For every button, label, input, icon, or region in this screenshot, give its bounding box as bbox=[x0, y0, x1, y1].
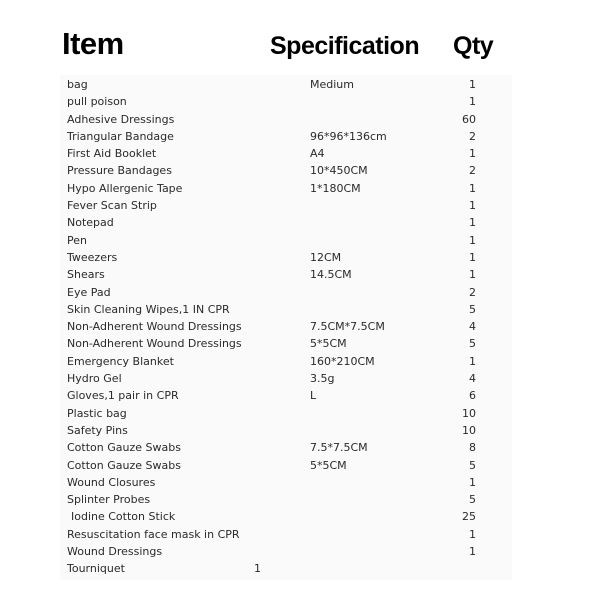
qty-cell: 1 bbox=[469, 545, 476, 559]
item-name-cell: bag bbox=[67, 78, 88, 91]
table-row bbox=[0, 353, 600, 370]
specification-cell: 12CM bbox=[310, 250, 342, 264]
specification-cell: A4 bbox=[310, 147, 325, 161]
specification-cell: L bbox=[310, 389, 317, 403]
qty-cell: 10 bbox=[462, 423, 476, 437]
specification-column-header: Specification bbox=[270, 32, 420, 60]
qty-cell: 8 bbox=[469, 441, 476, 455]
item-name-cell: Tweezers bbox=[67, 250, 118, 264]
qty-cell: 4 bbox=[469, 320, 476, 334]
item-column-header: Item bbox=[62, 26, 124, 61]
item-name-cell: Non-Adherent Wound Dressings bbox=[67, 337, 242, 351]
qty-cell: 2 bbox=[469, 285, 476, 299]
item-name-cell: First Aid Booklet bbox=[67, 147, 157, 161]
qty-cell: 1 bbox=[469, 95, 476, 109]
item-name-cell: Cotton Gauze Swabs bbox=[67, 441, 181, 455]
table-row bbox=[0, 370, 600, 387]
item-name-cell: Pressure Bandages bbox=[67, 164, 172, 178]
qty-cell: 1 bbox=[469, 147, 476, 161]
qty-cell: 1 bbox=[469, 181, 476, 195]
table-row bbox=[0, 457, 600, 474]
qty-cell: 1 bbox=[469, 475, 476, 489]
specification-cell: 5*5CM bbox=[310, 458, 347, 472]
item-name-cell: Shears bbox=[67, 268, 105, 282]
table-row bbox=[0, 284, 600, 301]
item-name-cell: Tourniquet bbox=[67, 562, 125, 576]
table-row bbox=[0, 180, 600, 197]
qty-cell: 1 bbox=[469, 233, 476, 247]
qty-cell: 1 bbox=[469, 216, 476, 230]
qty-cell: 4 bbox=[469, 372, 476, 386]
table-row bbox=[0, 162, 600, 179]
table-row bbox=[0, 405, 600, 422]
qty-cell: 1 bbox=[469, 250, 476, 264]
qty-cell: 1 bbox=[469, 199, 476, 213]
table-row bbox=[0, 422, 600, 439]
qty-cell: 5 bbox=[469, 493, 476, 507]
item-name-cell: Cotton Gauze Swabs bbox=[67, 458, 181, 472]
qty-cell: 6 bbox=[469, 389, 476, 403]
qty-cell: 10 bbox=[462, 406, 476, 420]
table-row bbox=[0, 214, 600, 231]
table-row bbox=[0, 266, 600, 283]
specification-cell: 5*5CM bbox=[310, 337, 347, 351]
specification-cell: 160*210CM bbox=[310, 354, 375, 368]
item-name-cell: Eye Pad bbox=[67, 285, 111, 299]
specification-cell: 10*450CM bbox=[310, 164, 368, 178]
table-row bbox=[0, 335, 600, 352]
item-name-cell: Wound Closures bbox=[67, 475, 156, 489]
qty-cell: 1 bbox=[254, 562, 261, 576]
qty-cell: 1 bbox=[469, 354, 476, 368]
qty-cell: 2 bbox=[469, 164, 476, 178]
item-name-cell: Triangular Bandage bbox=[67, 129, 174, 143]
qty-cell: 5 bbox=[469, 337, 476, 351]
table-row bbox=[0, 128, 600, 145]
qty-cell: 25 bbox=[462, 510, 476, 524]
table-row bbox=[0, 249, 600, 266]
specification-cell: 96*96*136cm bbox=[310, 129, 387, 143]
item-name-cell: pull poison bbox=[67, 95, 127, 109]
item-name-cell: Gloves,1 pair in CPR bbox=[67, 389, 179, 403]
item-name-cell: Wound Dressings bbox=[67, 545, 163, 559]
table-row bbox=[0, 232, 600, 249]
table-row bbox=[0, 76, 600, 93]
item-name-cell: Non-Adherent Wound Dressings bbox=[67, 320, 242, 334]
specification-cell: 7.5*7.5CM bbox=[310, 441, 368, 455]
table-row bbox=[0, 526, 600, 543]
table-row bbox=[0, 508, 600, 525]
item-name-cell: Hydro Gel bbox=[67, 372, 122, 386]
table-row bbox=[0, 111, 600, 128]
table-row bbox=[0, 197, 600, 214]
specification-cell: Medium bbox=[310, 78, 354, 91]
qty-cell: 60 bbox=[462, 112, 476, 126]
table-row bbox=[0, 387, 600, 404]
specification-cell: 7.5CM*7.5CM bbox=[310, 320, 385, 334]
item-name-cell: Plastic bag bbox=[67, 406, 127, 420]
table-row bbox=[0, 543, 600, 560]
item-name-cell: Hypo Allergenic Tape bbox=[67, 181, 183, 195]
table-row bbox=[0, 318, 600, 335]
item-name-cell: Notepad bbox=[67, 216, 114, 230]
item-name-cell: Safety Pins bbox=[67, 423, 128, 437]
specification-cell: 1*180CM bbox=[310, 181, 361, 195]
table-row bbox=[0, 439, 600, 456]
table-row bbox=[0, 145, 600, 162]
qty-cell: 2 bbox=[469, 129, 476, 143]
qty-column-header: Qty bbox=[453, 32, 494, 60]
item-name-cell: Emergency Blanket bbox=[67, 354, 174, 368]
item-name-cell: Resuscitation face mask in CPR bbox=[67, 527, 240, 541]
item-name-cell: Splinter Probes bbox=[67, 493, 151, 507]
item-name-cell: Pen bbox=[67, 233, 87, 247]
qty-cell: 1 bbox=[469, 527, 476, 541]
item-table bbox=[0, 76, 600, 578]
table-row bbox=[0, 560, 600, 577]
qty-cell: 5 bbox=[469, 302, 476, 316]
item-name-cell: Skin Cleaning Wipes,1 IN CPR bbox=[67, 302, 230, 316]
qty-cell: 1 bbox=[469, 78, 476, 91]
table-row bbox=[0, 491, 600, 508]
item-name-cell: Iodine Cotton Stick bbox=[71, 510, 176, 524]
specification-cell: 3.5g bbox=[310, 372, 335, 386]
item-name-cell: Fever Scan Strip bbox=[67, 199, 157, 213]
qty-cell: 1 bbox=[469, 268, 476, 282]
item-name-cell: Adhesive Dressings bbox=[67, 112, 175, 126]
table-row bbox=[0, 474, 600, 491]
table-row bbox=[0, 93, 600, 110]
specification-cell: 14.5CM bbox=[310, 268, 352, 282]
table-row bbox=[0, 301, 600, 318]
qty-cell: 5 bbox=[469, 458, 476, 472]
